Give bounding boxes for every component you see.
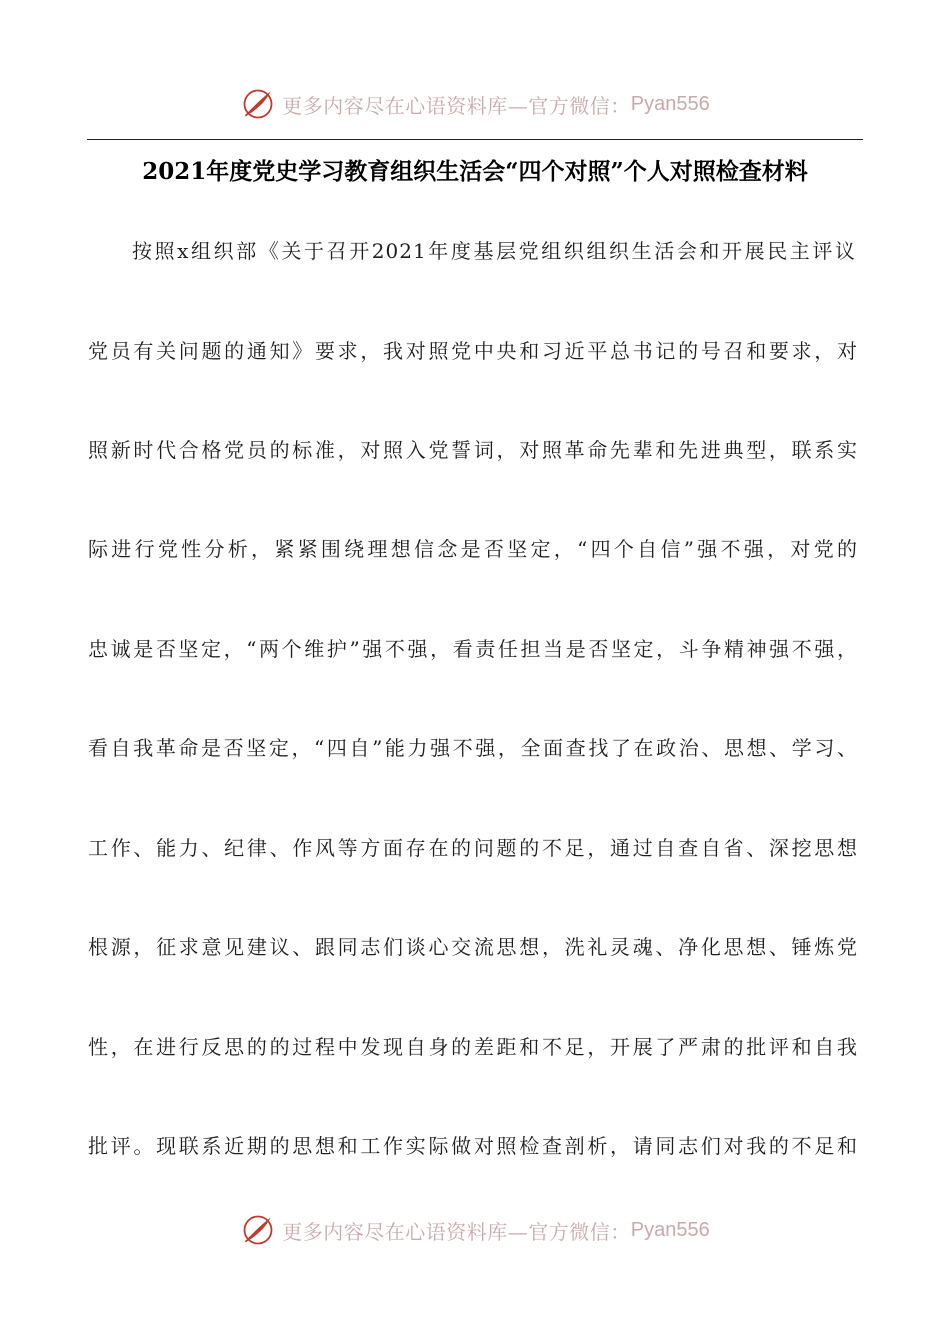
paragraph-line: 照新时代合格党员的标准，对照入党誓词，对照革命先辈和先进典型，联系实 <box>88 438 858 462</box>
quill-pen-logo-icon <box>240 86 276 122</box>
header-watermark <box>0 82 950 126</box>
watermark-contact: Pyan556 <box>630 1218 710 1241</box>
paragraph-line: 看自我革命是否坚定，“四自”能力强不强，全面查找了在政治、思想、学习、 <box>88 736 858 760</box>
watermark-text: 更多内容尽在心语资料库—官方微信： <box>282 93 631 118</box>
header-divider <box>87 139 863 140</box>
quill-pen-logo-icon <box>240 1212 276 1248</box>
watermark-contact: Pyan556 <box>630 92 710 115</box>
paragraph-line: 工作、能力、纪律、作风等方面存在的问题的不足，通过自查自省、深挖思想 <box>88 836 858 860</box>
footer-watermark <box>0 1208 950 1252</box>
paragraph-line: 按照x组织部《关于召开2021年度基层党组织组织生活会和开展民主评议 <box>132 239 856 263</box>
paragraph-line: 际进行党性分析，紧紧围绕理想信念是否坚定，“四个自信”强不强，对党的 <box>88 537 858 561</box>
document-title: 2021年度党史学习教育组织生活会“四个对照”个人对照检查材料 <box>142 158 808 185</box>
watermark-text: 更多内容尽在心语资料库—官方微信： <box>282 1219 631 1244</box>
paragraph-line: 根源，征求意见建议、跟同志们谈心交流思想，洗礼灵魂、净化思想、锤炼党 <box>88 935 858 959</box>
paragraph-line: 忠诚是否坚定，“两个维护”强不强，看责任担当是否坚定，斗争精神强不强， <box>88 637 858 661</box>
paragraph-line: 性，在进行反思的的过程中发现自身的差距和不足，开展了严肃的批评和自我 <box>88 1035 858 1059</box>
paragraph-line: 党员有关问题的通知》要求，我对照党中央和习近平总书记的号召和要求，对 <box>88 339 858 363</box>
paragraph-line: 批评。现联系近期的思想和工作实际做对照检查剖析，请同志们对我的不足和 <box>88 1134 858 1158</box>
